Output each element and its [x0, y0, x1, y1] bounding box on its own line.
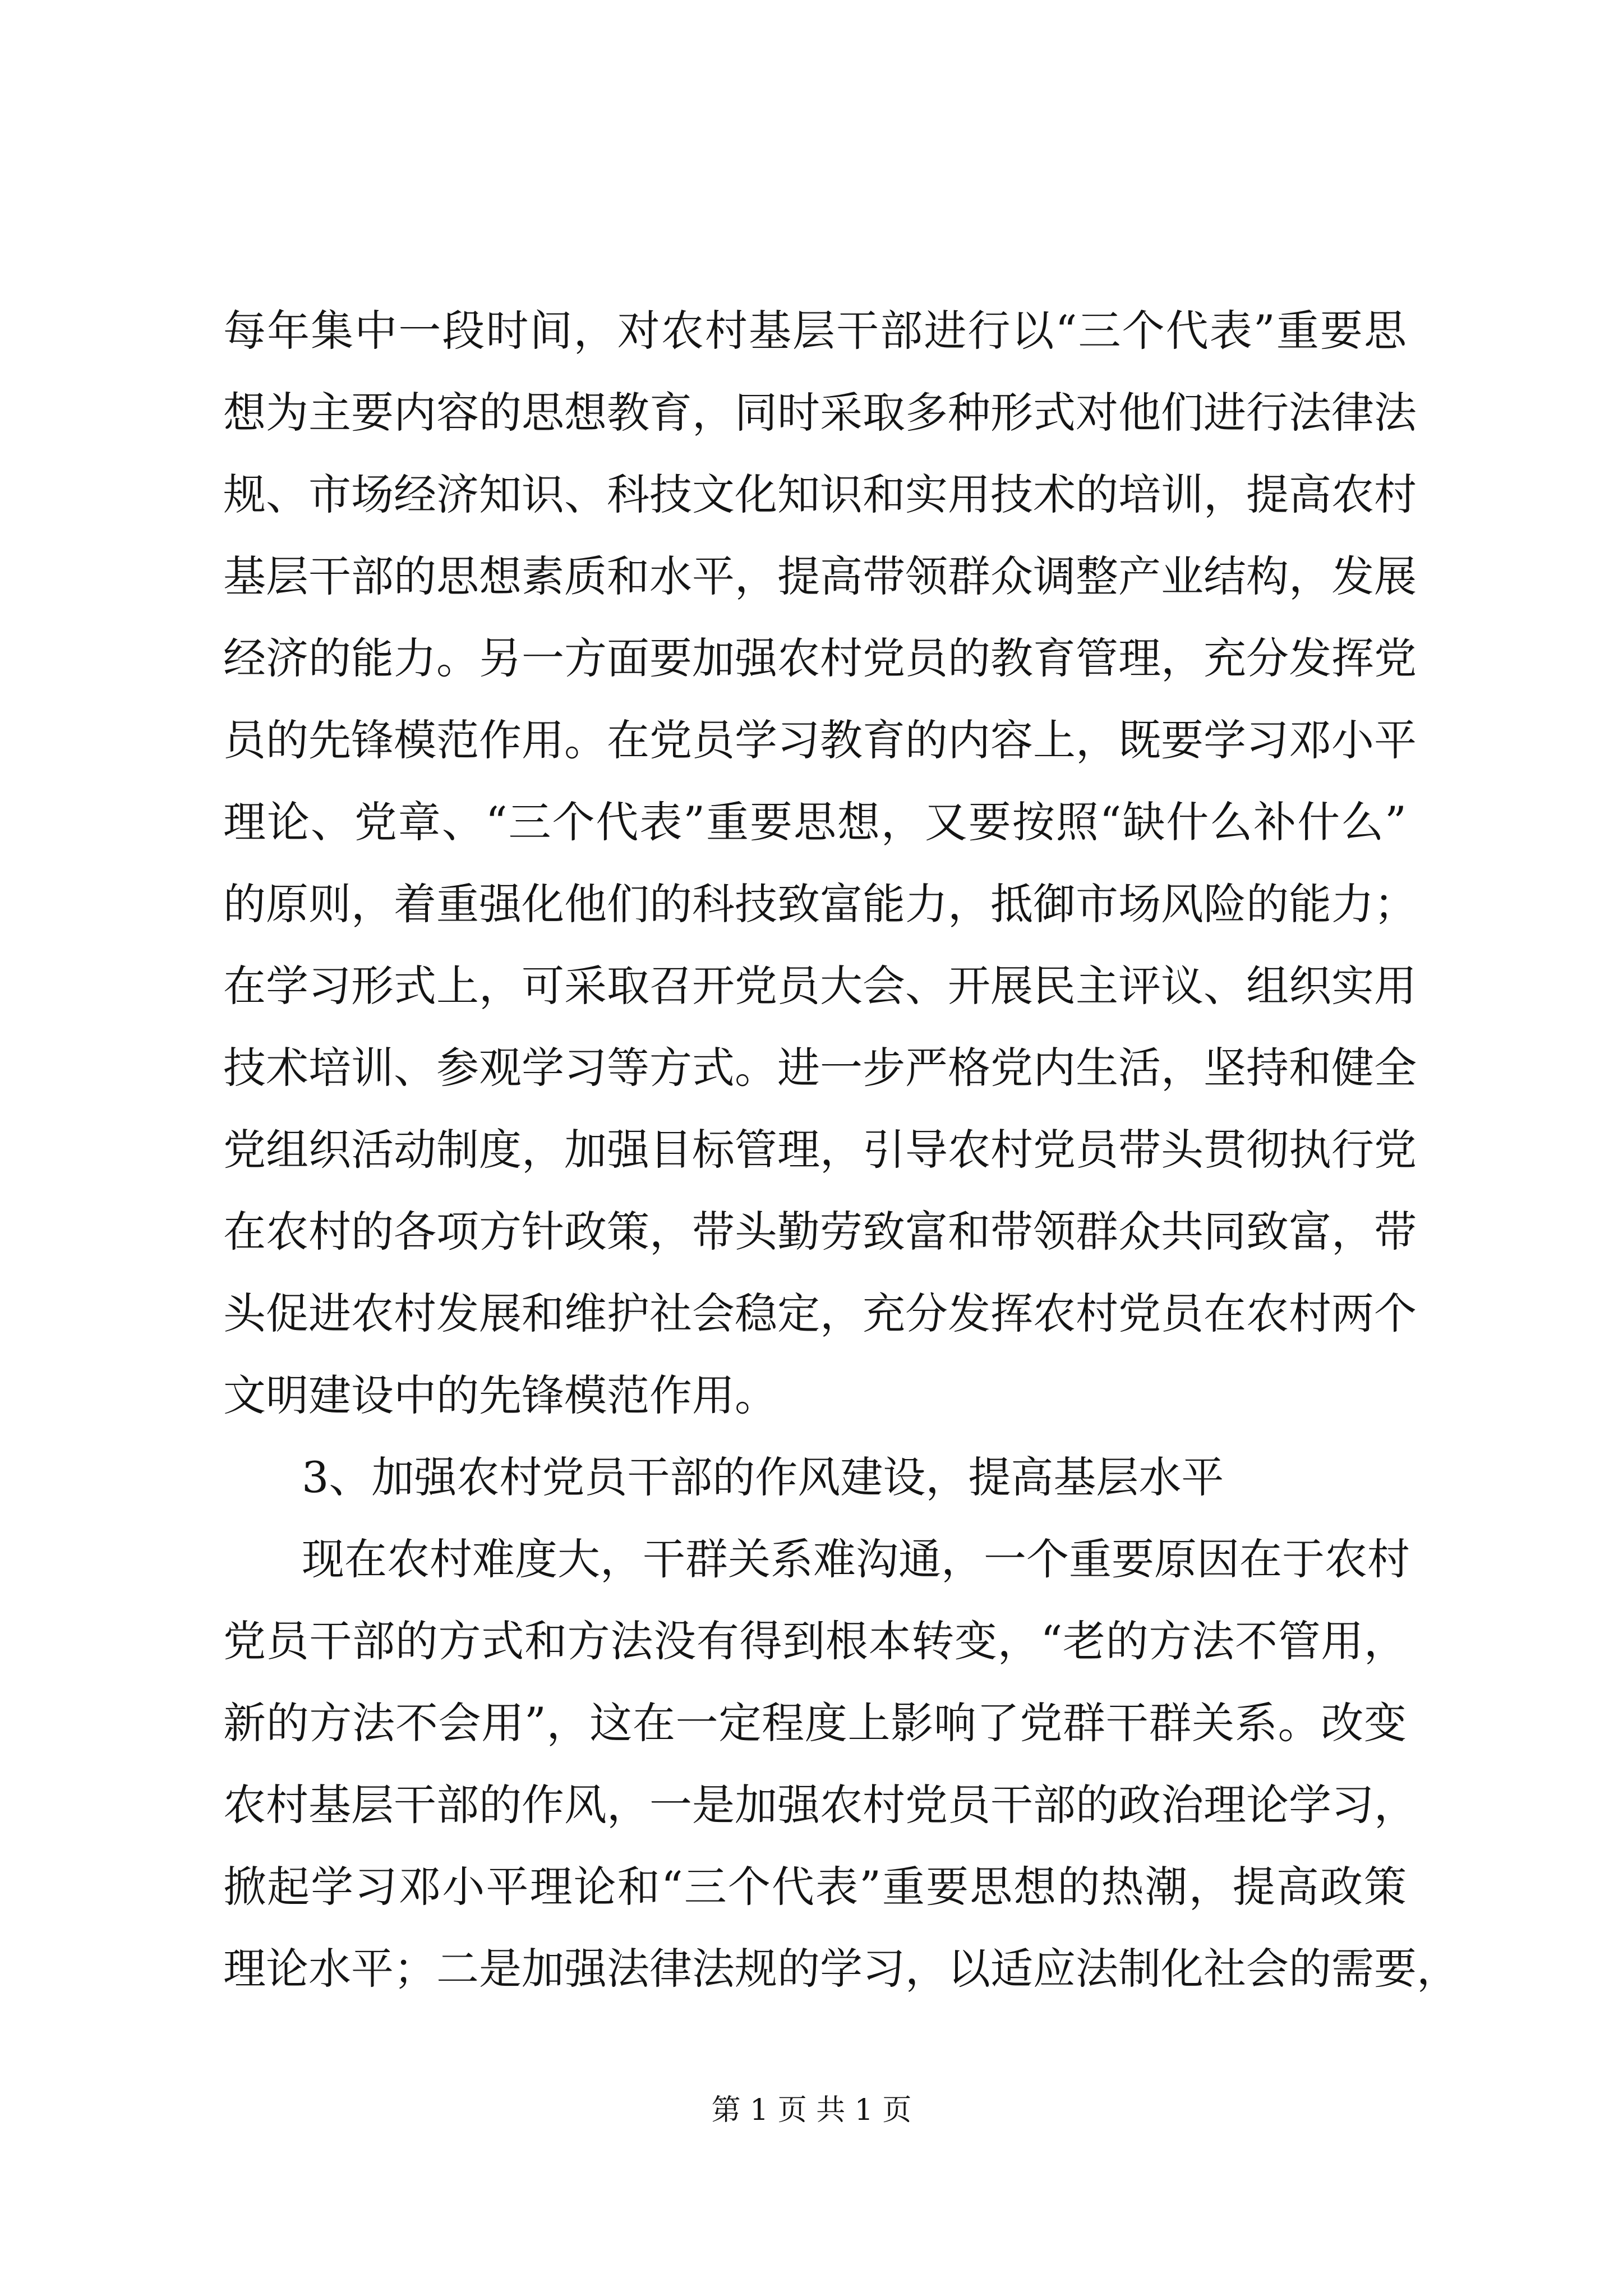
section-heading: 3、加强农村党员干部的作风建设，提高基层水平 [302, 1452, 1224, 1502]
body-line-20: 掀起学习邓小平理论和“三个代表”重要思想的热潮，提高政策 [223, 1862, 1407, 1912]
body-line-6: 员的先锋模范作用。在党员学习教育的内容上，既要学习邓小平 [223, 715, 1417, 765]
body-line-19: 农村基层干部的作风，一是加强农村党员干部的政治理论学习， [223, 1780, 1417, 1830]
body-line-21: 理论水平；二是加强法律法规的学习，以适应法制化社会的需要， [223, 1944, 1459, 1994]
body-line-17: 党员干部的方式和方法没有得到根本转变，“老的方法不管用， [223, 1616, 1407, 1666]
body-line-13: 头促进农村发展和维护社会稳定，充分发挥农村党员在农村两个 [223, 1289, 1417, 1338]
body-line-1: 每年集中一段时间，对农村基层干部进行以“三个代表”重要思 [223, 306, 1407, 356]
body-line-11: 党组织活动制度，加强目标管理，引导农村党员带头贯彻执行党 [223, 1125, 1417, 1175]
body-line-10: 技术培训、参观学习等方式。进一步严格党内生活，坚持和健全 [223, 1043, 1417, 1093]
body-line-9: 在学习形式上，可采取召开党员大会、开展民主评议、组织实用 [223, 961, 1417, 1011]
body-line-7: 理论、党章、“三个代表”重要思想，又要按照“缺什么补什么” [223, 797, 1407, 847]
body-line-2: 想为主要内容的思想教育，同时采取多种形式对他们进行法律法 [223, 388, 1417, 438]
body-line-8: 的原则，着重强化他们的科技致富能力，抵御市场风险的能力； [223, 879, 1417, 929]
body-line-18: 新的方法不会用”，这在一定程度上影响了党群干群关系。改变 [223, 1698, 1407, 1748]
body-line-14: 文明建设中的先锋模范作用。 [223, 1370, 777, 1420]
body-line-16: 现在农村难度大，干群关系难沟通，一个重要原因在于农村 [302, 1534, 1410, 1584]
body-line-4: 基层干部的思想素质和水平，提高带领群众调整产业结构，发展 [223, 551, 1417, 601]
body-line-12: 在农村的各项方针政策，带头勤劳致富和带领群众共同致富，带 [223, 1207, 1417, 1257]
body-line-5: 经济的能力。另一方面要加强农村党员的教育管理，充分发挥党 [223, 633, 1417, 683]
body-line-3: 规、市场经济知识、科技文化知识和实用技术的培训，提高农村 [223, 470, 1417, 519]
page-footer: 第 1 页 共 1 页 [711, 2093, 912, 2127]
